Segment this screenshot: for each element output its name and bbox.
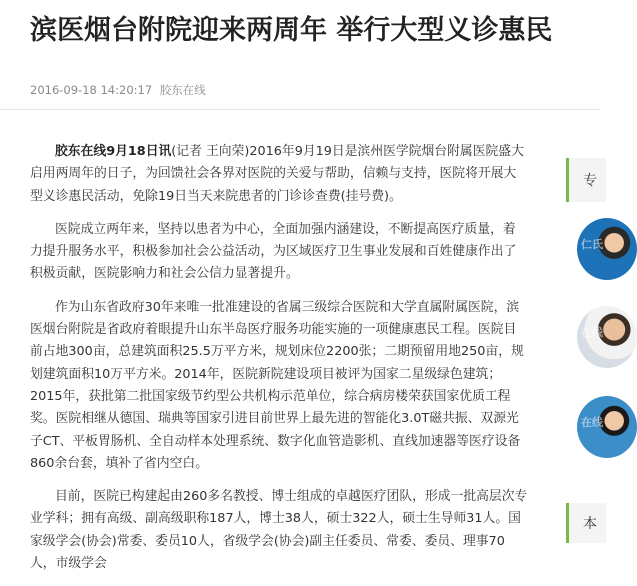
dateline: 胶东在线9月18日讯 — [55, 144, 172, 159]
lead-paragraph — [30, 141, 528, 208]
article-datetime: 2016-09-18 14:20:17 — [30, 83, 153, 97]
article-body — [30, 141, 528, 586]
lead-text: 2016年9月19日是滨州医学院烟台附属医院盛大启用两周年的日子，为回馈社会各界对医院的关爱与帮助，信赖与支持，医院将开展大型义诊惠民活动，免除19日当天来院患者的门诊诊查费(挂号费)。 — [30, 144, 524, 204]
sidebar-section-title-2: 本 — [566, 503, 606, 543]
avatar-watermark: 在线 — [581, 326, 603, 339]
paragraph-2: 作为山东省政府30年来唯一批准建设的省属三级综合医院和大学直属附属医院，滨医烟台附院是省政府着眼提升山东半岛医疗服务功能实施的一项健康惠民工程。医院目前占地300亩，总建筑面积25.5万平方米，规划床位2200张；二期预留用地250亩，规划建筑面积10万平方米。2014年，医院新院建设项目被评为国家二星级绿色建筑；2015年，获批第二批国家级节约型公共机构示范单位，综合病房楼荣获国家优质工程奖。医院相继从德国、瑞典等国家引进目前世界上最先进的智能化3.0T磁共振、双源光子CT、平板胃肠机、全自动样本处理系统、数字化血管造影机、直线加速器等医疗设备860余台套，填补了省内空白。 — [30, 299, 524, 471]
article-source[interactable]: 胶东在线 — [159, 83, 206, 97]
avatar-watermark: 仁氏 — [581, 238, 603, 251]
expert-avatar-1[interactable] — [577, 218, 637, 280]
sidebar — [566, 158, 606, 538]
paragraph-1: 医院成立两年来，坚持以患者为中心，全面加强内涵建设，不断提高医疗质量，着力提升服务水平，积极参加社会公益活动，为区域医疗卫生事业发展和百姓健康作出了积极贡献，医院影响力和社会公信力显著提升。 — [30, 221, 517, 282]
paragraph-3: 目前，医院已构建起由260多名教授、博士组成的卓越医疗团队，形成一批高层次专业学科；拥有高级、副高级职称187人，博士38人，硕士322人，硕士生导师31人。国家级学会(协会)常委、委员10人，省级学会(协会)副主任委员、常委、委员、理事70人，市级学会 — [30, 489, 528, 572]
header-divider — [0, 109, 600, 110]
avatar-watermark: 在线 — [581, 416, 603, 429]
reporter: (记者 王向荣) — [171, 144, 250, 159]
sidebar-section-title: 专 — [566, 158, 606, 202]
expert-avatar-2[interactable] — [577, 306, 637, 368]
article-title: 滨医烟台附院迎来两周年 举行大型义诊惠民 — [30, 15, 553, 46]
article-meta — [30, 82, 206, 98]
expert-avatar-3[interactable] — [577, 396, 637, 458]
